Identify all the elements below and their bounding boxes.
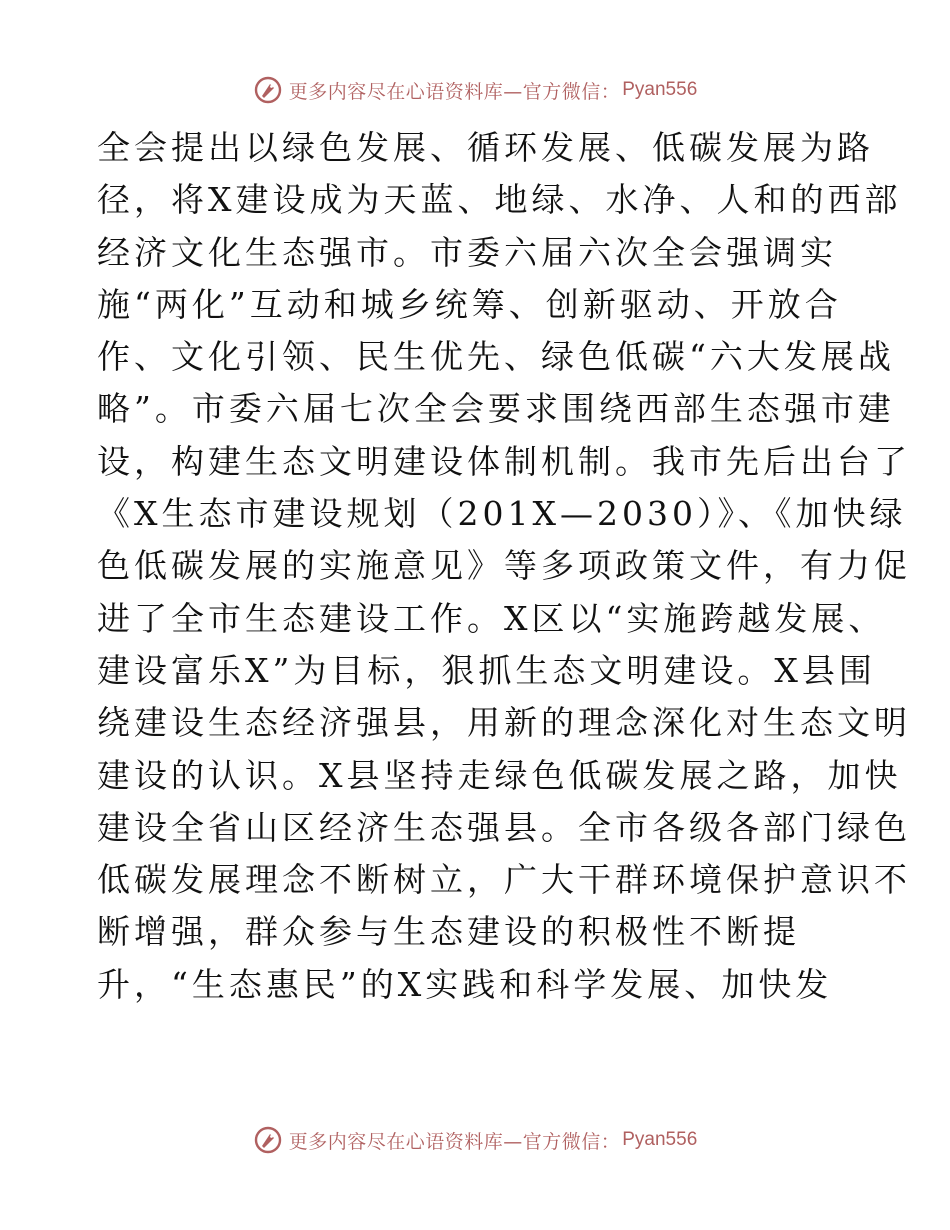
pen-nib-logo-icon: [253, 1125, 283, 1155]
text-line: 进了全市生态建设工作。X区以“实施跨越发展、: [97, 598, 886, 638]
watermark-label: 更多内容尽在心语资料库—官方微信：: [288, 80, 621, 103]
text-line: 建设富乐X”为目标，狠抓生态文明建设。X县围: [97, 650, 876, 690]
document-body: [97, 122, 911, 1011]
text-line: 径，将X建设成为天蓝、地绿、水净、人和的西部: [97, 180, 902, 220]
text-line: 断增强，群众参与生态建设的积极性不断提: [97, 912, 800, 952]
pen-nib-logo-icon: [253, 75, 283, 105]
text-line: 绕建设生态经济强县，用新的理念深化对生态文明: [97, 703, 911, 743]
text-line: 升，“生态惠民”的X实践和科学发展、加快发: [97, 964, 833, 1004]
text-line: 《X生态市建设规划（201X—2030）》、《加快绿: [97, 494, 907, 534]
text-line: 全会提出以绿色发展、循环发展、低碳发展为路: [97, 128, 874, 167]
text-line: 施“两化”互动和城乡统筹、创新驱动、开放合: [97, 284, 842, 324]
watermark-wechat-id: Pyan556: [622, 1129, 698, 1150]
text-line: 色低碳发展的实施意见》等多项政策文件，有力促: [97, 546, 911, 586]
text-line: 建设全省山区经济生态强县。全市各级各部门绿色: [97, 807, 911, 847]
text-line: 建设的认识。X县坚持走绿色低碳发展之路，加快: [97, 755, 902, 795]
watermark-wechat-id: Pyan556: [622, 79, 698, 100]
footer-watermark: [0, 1120, 950, 1160]
text-line: 低碳发展理念不断树立，广大干群环境保护意识不: [97, 860, 911, 900]
text-line: 经济文化生态强市。市委六届六次全会强调实: [97, 232, 837, 272]
watermark-label: 更多内容尽在心语资料库—官方微信：: [288, 1130, 621, 1153]
text-line: 作、文化引领、民生优先、绿色低碳“六大发展战: [97, 337, 895, 377]
text-line: 略”。市委六届七次全会要求围绕西部生态强市建: [97, 389, 895, 429]
text-line: 设，构建生态文明建设体制机制。我市先后出台了: [97, 441, 911, 481]
header-watermark: [0, 70, 950, 110]
